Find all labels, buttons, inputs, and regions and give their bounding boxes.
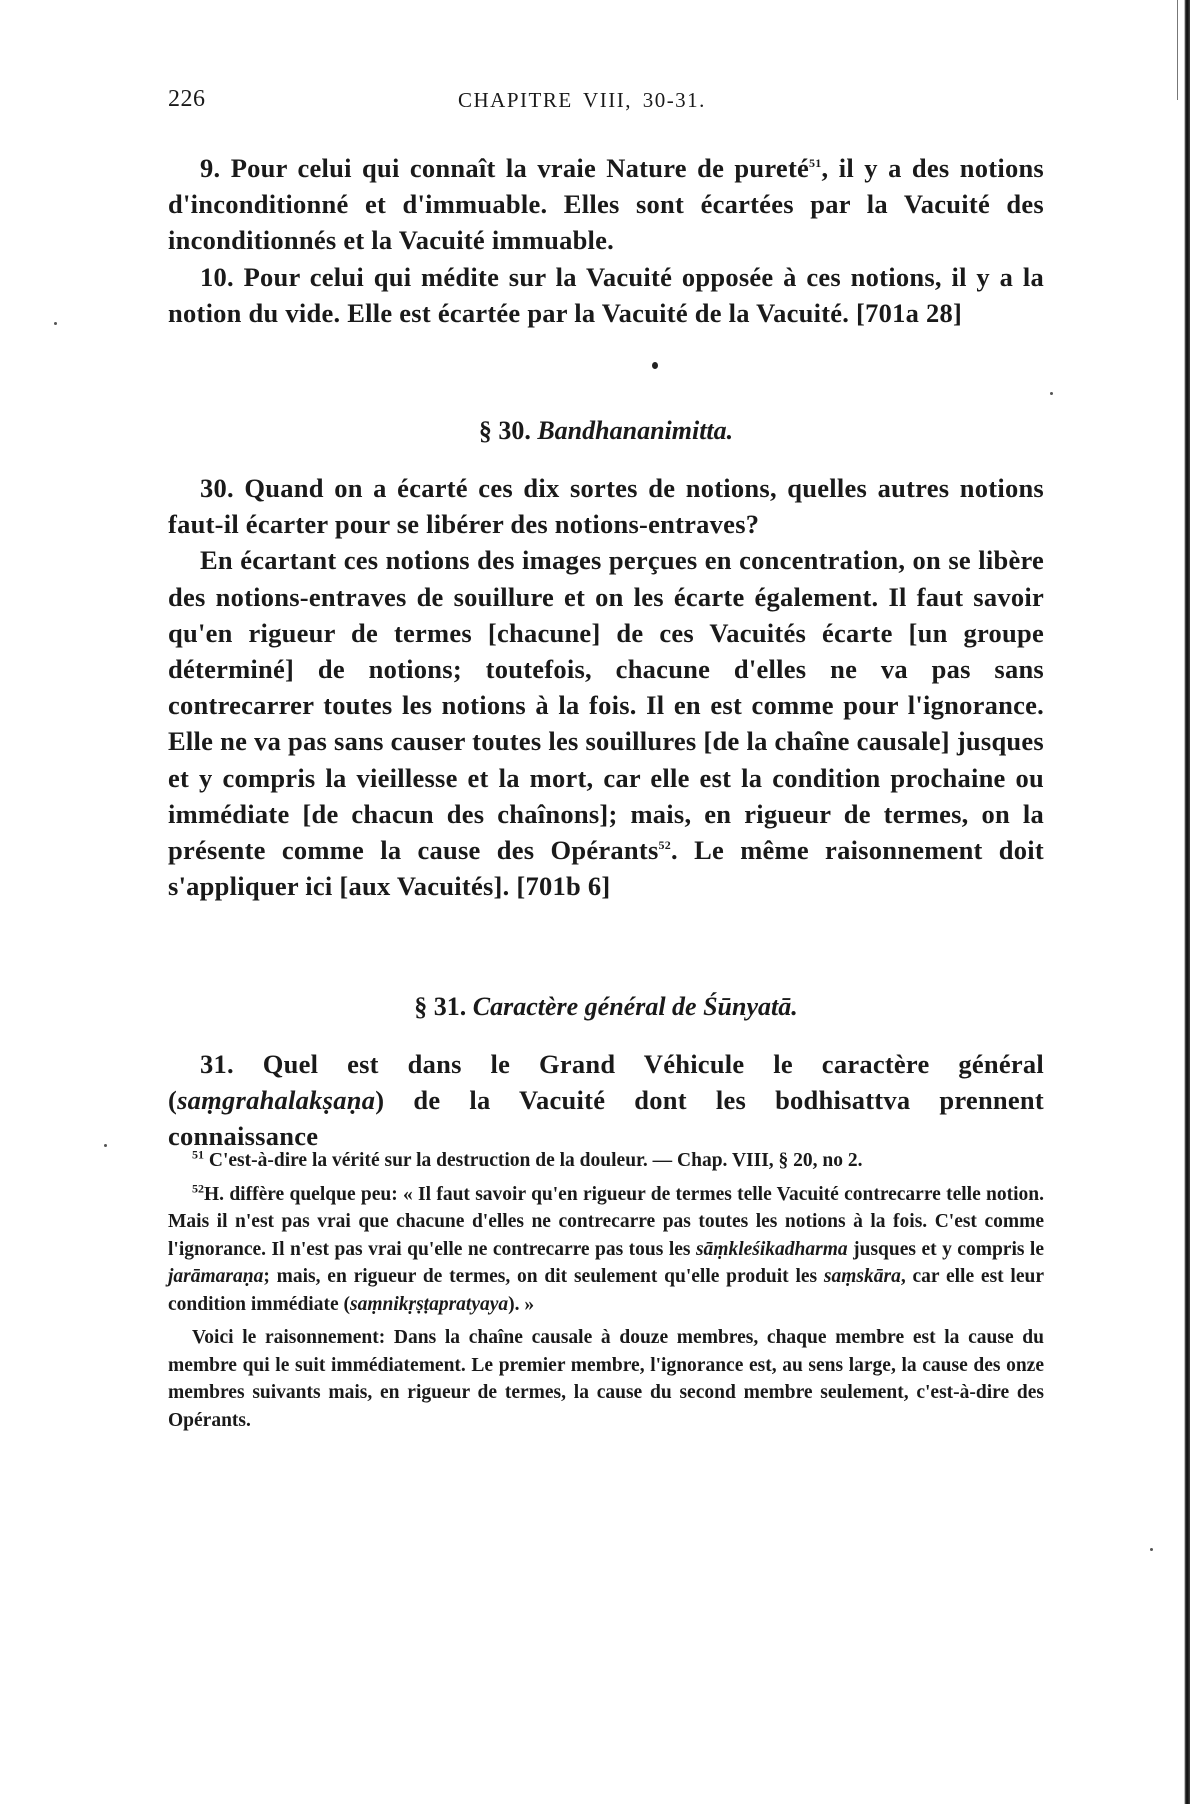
footnote-52-term-4: saṃnikṛṣṭapratyaya (349, 1293, 509, 1315)
paragraph-9-text-b: , il y a des notions d'inconditionné et d'immuable. Elles sont écartées par la Vacuité des inconditionnés et la Vacuité immuable. (168, 153, 1044, 256)
footnote-52-mark: 52 (192, 1181, 204, 1195)
footnote-ref-52: 52 (658, 838, 672, 853)
text-block-2 (168, 470, 1044, 904)
footnote-51-text: C'est-à-dire la vérité sur la destruction de la douleur. — Chap. VIII, § 20, no 2. (208, 1150, 863, 1171)
paragraph-30-answer (168, 542, 1044, 904)
running-title: CHAPITRE VIII, 30-31. (458, 88, 706, 112)
page-number: 226 (168, 86, 206, 112)
footnote-52-term-2: jarāmaraṇa (168, 1266, 264, 1287)
print-speck (1150, 1548, 1153, 1551)
footnote-52-term-1: sāṃkleśikadharma (695, 1238, 848, 1260)
paragraph-9 (168, 150, 1044, 259)
footnote-52-text-a: H. diffère quelque peu: « Il faut savoir qu'en rigueur de termes telle Vacuité contrecarre telle notion. Mais il n'est pas vrai que chacune d'elles ne contrecarre pas toutes les notions à la fois. C'est comme l'ignorance. Il n'est pas vrai qu'elle ne contrecarre pas tous les (168, 1183, 1044, 1260)
footnote-51-mark: 51 (192, 1147, 204, 1162)
section-30-heading (168, 416, 1044, 446)
section-31-number: § 31. (414, 992, 467, 1021)
paragraph-10: 10. Pour celui qui médite sur la Vacuité opposée à ces notions, il y a la notion du vide. Elle est écartée par la Vacuité de la Vacuité. [701a 28] (168, 261, 1044, 328)
text-block-1 (168, 150, 1044, 331)
paragraph-31-term: saṃgrahalakṣaṇa (177, 1085, 376, 1116)
section-31-heading (168, 992, 1044, 1022)
paragraph-30-answer-text-a: En écartant ces notions des images perçues en concentration, on se libère des notions-entraves de souillure et on les écarte également. Il faut savoir qu'en rigueur de termes [chacune] de ces Vacuités écarte [un groupe déterminé] de notions; toutefois, chacune d'elles ne va pas sans contrecarrer toutes les notions à la fois. Il en est comme pour l'ignorance. Elle ne va pas sans causer toutes les souillures [de la chaîne causale] jusques et y compris la vieillesse et la mort, car elle est la condition prochaine ou immédiate [de chacun des chaînons]; mais, en rigueur de termes, on la présente comme la cause des Opérants (168, 545, 1044, 866)
paragraph-31-text-b: ) de la Vacuité dont les bodhisattva prennent connaissance (168, 1085, 1044, 1152)
page-header (168, 86, 1048, 122)
paragraph-31-text-a: 31. Quel est dans le Grand Véhicule le caractère général ( (168, 1049, 1044, 1116)
print-speck (54, 322, 57, 325)
text-block-3 (168, 1046, 1044, 1155)
section-31-title: Caractère général de Śūnyatā. (472, 992, 798, 1021)
footnotes (168, 1147, 1044, 1440)
paragraph-31 (168, 1046, 1044, 1155)
footnote-52-text-d: , car elle est leur condition immédiate ( (168, 1266, 1045, 1315)
section-30-title: Bandhananimitta. (537, 416, 734, 445)
footnote-52-text-e: ). » (508, 1293, 535, 1315)
footnote-52 (168, 1181, 1044, 1319)
page-edge-shadow (1184, 0, 1190, 1804)
page-edge-mark (1177, 0, 1178, 100)
paragraph-30-answer-text-b: . Le même raisonnement doit s'appliquer ici [aux Vacuités]. [701b 6] (168, 835, 1044, 902)
footnote-51 (168, 1147, 1044, 1175)
print-speck (104, 1144, 107, 1147)
footnote-52-text-c: ; mais, en rigueur de termes, on dit seulement qu'elle produit les (263, 1266, 824, 1287)
paragraph-9-text-a: 9. Pour celui qui connaît la vraie Nature de pureté (200, 153, 810, 183)
footnote-ref-51: 51 (809, 156, 822, 171)
footnote-52-text-b: jusques et y compris le (847, 1238, 1044, 1260)
paragraph-30-question: 30. Quand on a écarté ces dix sortes de notions, quelles autres notions faut-il écarter pour se libérer des notions-entraves? (168, 473, 1044, 540)
footnote-52-term-3: saṃskāra (823, 1266, 901, 1287)
footnote-52-paragraph-2: Voici le raisonnement: Dans la chaîne causale à douze membres, chaque membre est la cause du membre qui le suit immédiatement. Le premier membre, l'ignorance est, au sens large, la cause des onze membres suivants mais, en rigueur de termes, la cause du second membre seulement, c'est-à-dire des Opérants. (168, 1327, 1044, 1431)
print-speck (652, 362, 658, 369)
section-30-number: § 30. (478, 416, 531, 445)
print-speck (1050, 392, 1053, 395)
